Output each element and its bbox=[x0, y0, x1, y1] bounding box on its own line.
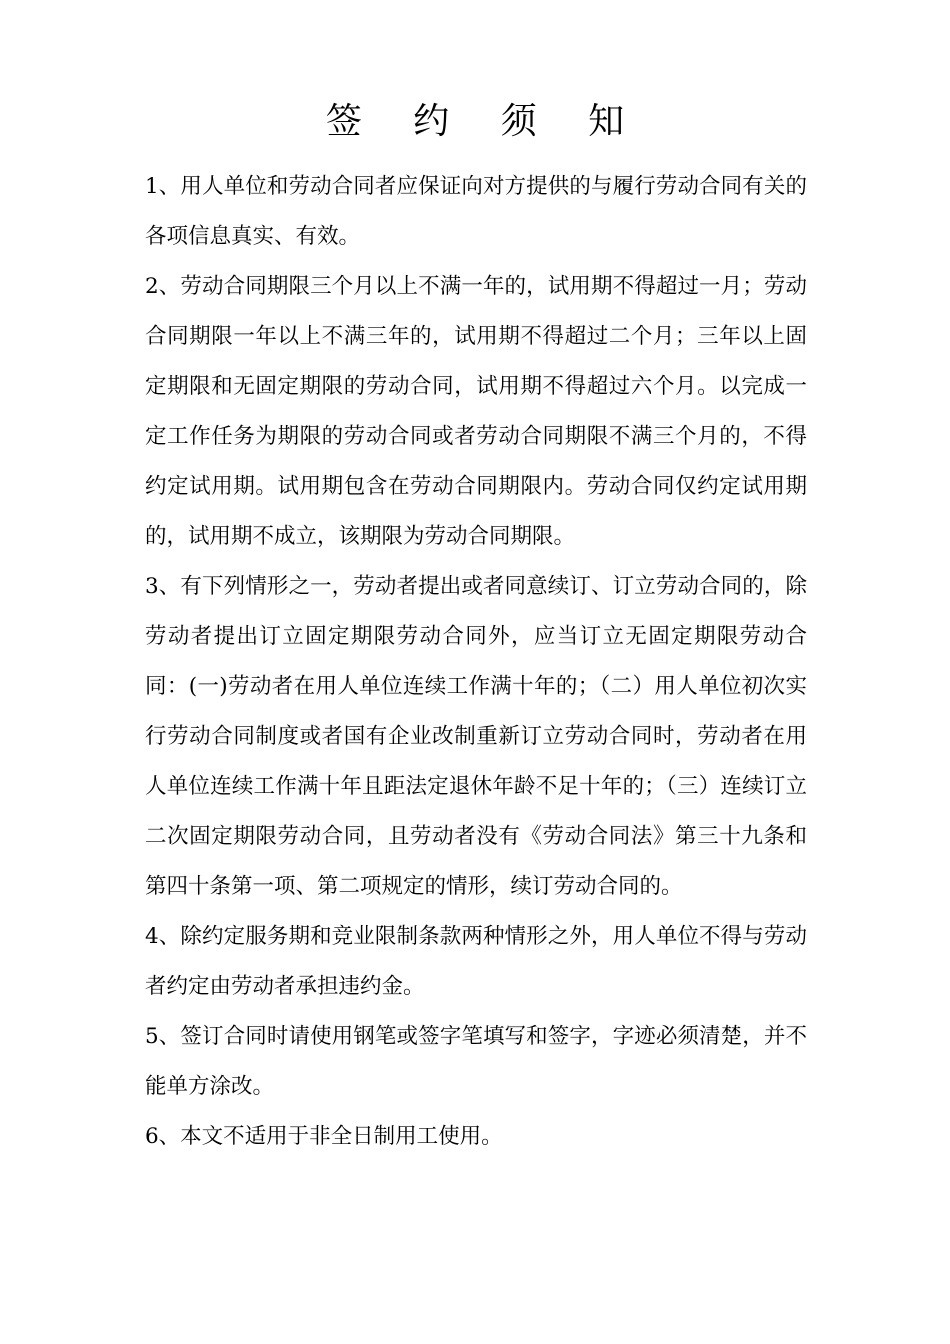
notice-item-3: 3、有下列情形之一，劳动者提出或者同意续订、订立劳动合同的，除劳动者提出订立固定期限劳动合同外，应当订立无固定期限劳动合同：(一)劳动者在用人单位连续工作满十年的；（二）用人单位初次实行劳动合同制度或者国有企业改制重新订立劳动合同时，劳动者在用人单位连续工作满十年且距法定退休年龄不足十年的；（三）连续订立二次固定期限劳动合同，且劳动者没有《劳动合同法》第三十九条和第四十条第一项、第二项规定的情形，续订劳动合同的。 bbox=[145, 574, 807, 899]
notice-item-6: 6、本文不适用于非全日制用工使用。 bbox=[145, 1124, 503, 1149]
notice-item-1: 1、用人单位和劳动合同者应保证向对方提供的与履行劳动合同有关的各项信息真实、有效。 bbox=[145, 174, 807, 249]
notice-body bbox=[145, 162, 807, 1162]
notice-item-2: 2、劳动合同期限三个月以上不满一年的，试用期不得超过一月；劳动合同期限一年以上不满三年的，试用期不得超过二个月；三年以上固定期限和无固定期限的劳动合同，试用期不得超过六个月。以完成一定工作任务为期限的劳动合同或者劳动合同期限不满三个月的，不得约定试用期。试用期包含在劳动合同期限内。劳动合同仅约定试用期的，试用期不成立，该期限为劳动合同期限。 bbox=[145, 274, 807, 549]
page-title: 签 约 须 知 bbox=[325, 101, 645, 142]
notice-item-4: 4、除约定服务期和竞业限制条款两种情形之外，用人单位不得与劳动者约定由劳动者承担违约金。 bbox=[145, 924, 807, 999]
notice-item-5: 5、签订合同时请使用钢笔或签字笔填写和签字，字迹必须清楚，并不能单方涂改。 bbox=[145, 1024, 807, 1099]
